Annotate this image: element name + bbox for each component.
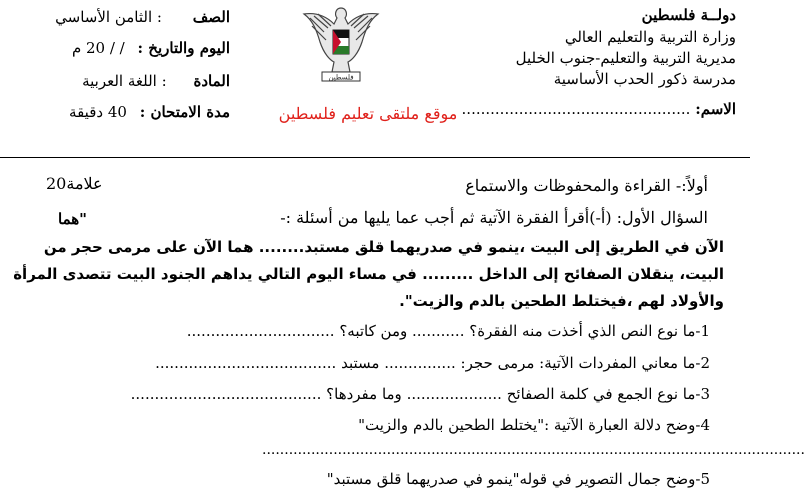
- item-3-text-2: وما مفردها؟: [326, 385, 402, 403]
- question-item-3: [131, 385, 710, 403]
- item-2-answer-2[interactable]: ......................................: [155, 354, 337, 372]
- subject-row: [18, 72, 230, 90]
- item-1-text: 1-ما نوع النص الذي أخذت منه الفقرة؟: [469, 322, 710, 340]
- quote-start: "هما: [58, 210, 87, 228]
- subject-label: المادة: [193, 72, 230, 90]
- duration-value: 40 دقيقة: [69, 103, 127, 121]
- grade-row: [18, 8, 230, 26]
- emblem-caption: فلسطين: [328, 73, 354, 82]
- date-label: اليوم والتاريخ :: [137, 39, 230, 57]
- question-item-1: [187, 322, 710, 340]
- item-5-text: 5-وضح جمال التصوير في قوله"ينمو في صدريهما قلق مستبد": [326, 470, 710, 488]
- question-item-4: [358, 416, 710, 434]
- ministry-name: وزارة التربية والتعليم العالي: [564, 28, 736, 46]
- question-item-5: [327, 470, 710, 488]
- item-3-text: 3-ما نوع الجمع في كلمة الصفائح: [506, 385, 710, 403]
- student-name-field[interactable]: [462, 100, 736, 118]
- passage-line-3: والأولاد لهم ،فيختلط الطحين بالدم والزيت".: [399, 292, 724, 310]
- item-1-answer-1[interactable]: ...........: [412, 322, 465, 340]
- header-divider: [0, 157, 750, 158]
- school-name: مدرسة ذكور الحدب الأساسية: [553, 70, 736, 88]
- item-4-answer-line[interactable]: ..........................................................................................................................: [262, 442, 805, 458]
- passage-line-1: الآن في الطريق إلى البيت ،ينمو في صدريهما قلق مستبد........ هما الآن على مرمى حجر من: [43, 238, 724, 256]
- name-label: الاسم:: [695, 100, 736, 118]
- name-dots: ................................................: [461, 100, 691, 118]
- item-4-text: 4-وضح دلالة العبارة الآتية :"يختلط الطحين بالدم والزيت": [358, 416, 710, 434]
- item-3-answer-1[interactable]: ....................: [406, 385, 502, 403]
- item-1-answer-2[interactable]: ...............................: [186, 322, 335, 340]
- grade-label: الصف: [192, 8, 230, 26]
- section-marks: 20علامة: [46, 174, 103, 193]
- item-2-text-2: مستبد: [341, 354, 380, 372]
- duration-label: مدة الامتحان :: [139, 103, 230, 121]
- question1-prompt: السؤال الأول: (أ-)أقرأ الفقرة الآتية ثم أجب عما يليها من أسئلة :-: [280, 208, 708, 227]
- duration-row: [18, 103, 230, 121]
- country-name: دولــة فلسطين: [641, 6, 736, 24]
- date-value: / / 20 م: [71, 39, 125, 57]
- item-2-text: 2-ما معاني المفردات الآتية: مرمى حجر:: [460, 354, 710, 372]
- eagle-icon: [298, 2, 384, 86]
- site-name: موقع ملتقى تعليم فلسطين: [278, 104, 458, 123]
- passage-line-2: البيت، ينقلان الصفائح إلى الداخل ......... في مساء اليوم التالي يداهم الجنود البيت تتصدى المرأة: [13, 265, 724, 283]
- subject-value: : اللغة العربية: [82, 72, 167, 90]
- item-2-answer-1[interactable]: ...............: [384, 354, 456, 372]
- palestine-emblem: [298, 2, 384, 86]
- item-1-text-2: ومن كاتبه؟: [339, 322, 408, 340]
- directorate-name: مديرية التربية والتعليم-جنوب الخليل: [515, 49, 736, 67]
- question-item-2: [155, 354, 710, 372]
- date-row[interactable]: [18, 39, 230, 57]
- item-3-answer-2[interactable]: ........................................: [130, 385, 322, 403]
- section-title: أولاً:- القراءة والمحفوظات والاستماع: [465, 176, 708, 195]
- grade-value: : الثامن الأساسي: [55, 8, 162, 26]
